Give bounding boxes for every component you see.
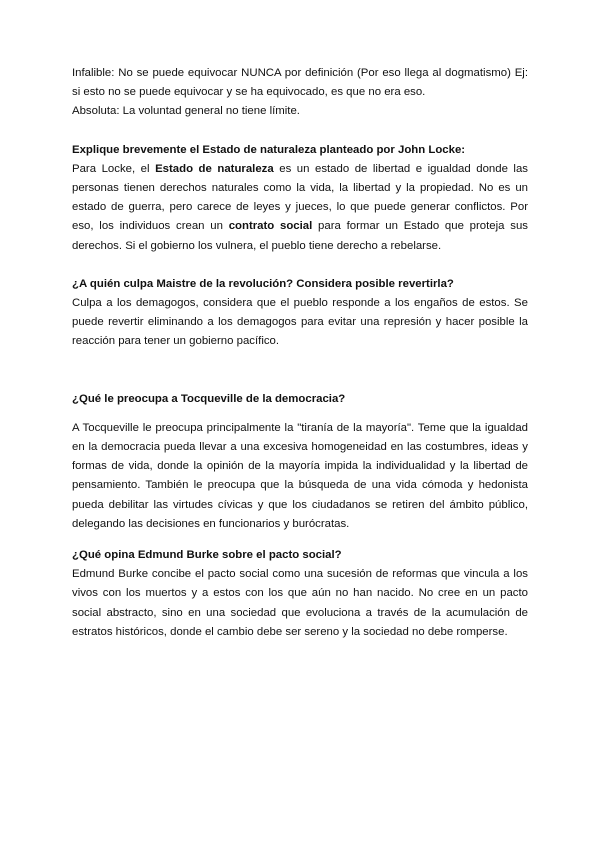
burke-question: ¿Qué opina Edmund Burke sobre el pacto social? xyxy=(72,549,342,562)
maistre-question: ¿A quién culpa Maistre de la revolución? Considera posible revertirla? xyxy=(72,277,454,290)
locke-answer-part3: para formar un Estado que proteja sus derechos. Si el gobierno los vulnera, el pueblo tiene derecho a rebelarse. xyxy=(72,220,528,252)
document-page xyxy=(72,64,528,642)
locke-term-estado-de-naturaleza: Estado de naturaleza xyxy=(155,162,274,175)
tocqueville-question: ¿Qué le preocupa a Tocqueville de la democracia? xyxy=(72,392,346,405)
locke-answer xyxy=(72,160,528,256)
maistre-answer: Culpa a los demagogos, considera que el pueblo responde a los engaños de estos. Se puede revertir eliminando a los demagogos para evitar una represión y hacer posible la reacción para tener un gobierno pacífico. xyxy=(72,297,528,348)
tocqueville-answer: A Tocqueville le preocupa principalmente la "tiranía de la mayoría". Teme que la igualdad en la democracia pueda llevar a una excesiva homogeneidad en las costumbres, ideas y formas de vida, donde la opinión de la mayoría impida la individualidad y la libertad de pensamiento. También le preocupa que la búsqueda de una vida cómoda y hedonista pueda debilitar las virtudes cívicas y que los ciudadanos se retiren del ámbito público, delegando las decisiones en funcionarios y burócratas. xyxy=(72,421,528,530)
burke-answer: Edmund Burke concibe el pacto social como una sucesión de reformas que vincula a los vivos con los muertos y a estos con los que aún no han nacido. No cree en un pacto social abstracto, sino en una sociedad que evoluciona a través de la acumulación de estratos históricos, donde el cambio debe ser sereno y la sociedad no debe romperse. xyxy=(72,568,528,638)
infalible-paragraph: Infalible: No se puede equivocar NUNCA por definición (Por eso llega al dogmatismo) Ej: si esto no se puede equivocar y se ha equivocado, es que no era eso. xyxy=(72,67,528,99)
locke-answer-part2: es un estado de libertad e igualdad donde las personas tienen derechos naturales como la vida, la libertad y la propiedad. No es un estado de guerra, pero carece de leyes y jueces, lo que puede generar conflictos. Por eso, los individuos crean un xyxy=(72,162,528,233)
absoluta-paragraph: Absoluta: La voluntad general no tiene límite. xyxy=(72,105,300,118)
locke-answer-part1: Para Locke, el xyxy=(72,162,156,175)
locke-question: Explique brevemente el Estado de naturaleza planteado por John Locke: xyxy=(72,143,466,156)
locke-term-contrato-social: contrato social xyxy=(228,220,313,233)
